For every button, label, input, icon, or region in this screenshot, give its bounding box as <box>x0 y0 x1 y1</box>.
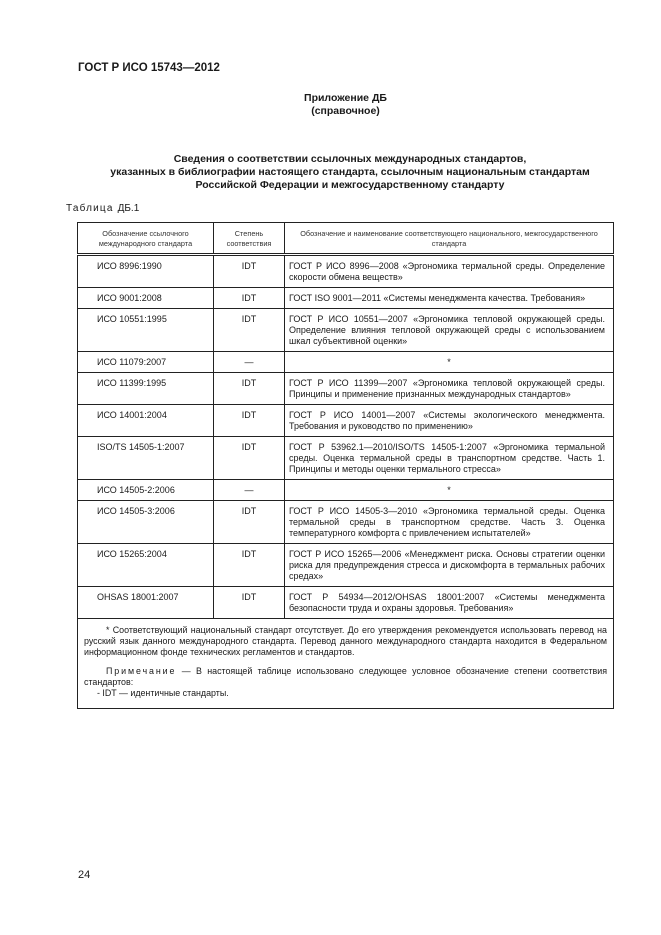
national-standard-cell: ГОСТ Р 53962.1—2010/ISO/TS 14505-1:2007 «Эргономика термальной среды. Оценка термальной среды в транспортном средстве. Часть 1. Принципы и методы оценки термального стресса» <box>285 437 614 480</box>
footnote: * Соответствующий национальный стандарт отсутствует. До его утверждения рекомендуется использовать перевод на русский язык данного международного стандарта. Перевод данного международного стандарта находится в Федеральном информационном фонде технических регламентов и стандартов. <box>84 625 607 657</box>
international-standard-cell: ИСО 10551:1995 <box>78 309 214 352</box>
national-standard-cell: ГОСТ ISO 9001—2011 «Системы менеджмента качества. Требования» <box>285 288 614 309</box>
note-text: — В настоящей таблице использовано следующее условное обозначение степени соответствия стандартов: <box>84 666 607 687</box>
international-standard-cell: ИСО 9001:2008 <box>78 288 214 309</box>
document-code: ГОСТ Р ИСО 15743—2012 <box>78 62 220 74</box>
table-row <box>78 587 614 619</box>
annex-title: Приложение ДБ <box>304 92 387 104</box>
heading-line: указанных в библиографии настоящего стандарта, ссылочным национальным стандартам <box>110 166 590 178</box>
national-standard-cell: ГОСТ Р ИСО 11399—2007 «Эргономика тепловой окружающей среды. Принципы и применение признанных международных стандартов» <box>285 373 614 405</box>
degree-cell: IDT <box>214 501 285 544</box>
note-item: - IDT — идентичные стандарты. <box>97 688 229 698</box>
column-header-international: Обозначение ссылочного международного стандарта <box>78 223 214 255</box>
degree-cell: IDT <box>214 544 285 587</box>
national-standard-cell: ГОСТ Р ИСО 14001—2007 «Системы экологического менеджмента. Требования и руководство по применению» <box>285 405 614 437</box>
table-row <box>78 544 614 587</box>
degree-cell: IDT <box>214 288 285 309</box>
national-standard-cell: * <box>285 352 614 373</box>
table-row <box>78 288 614 309</box>
national-standard-cell: * <box>285 480 614 501</box>
degree-cell: IDT <box>214 255 285 288</box>
annex-block <box>0 92 661 118</box>
degree-cell: — <box>214 352 285 373</box>
annex-type: (справочное) <box>311 105 380 117</box>
table-row <box>78 437 614 480</box>
degree-cell: IDT <box>214 373 285 405</box>
national-standard-cell: ГОСТ Р ИСО 10551—2007 «Эргономика тепловой окружающей среды. Определение влияния тепловой окружающей среды с использованием шкал субъективной оценки» <box>285 309 614 352</box>
note <box>84 666 607 688</box>
table-row <box>78 309 614 352</box>
heading-line: Российской Федерации и межгосударственному стандарту <box>195 179 505 191</box>
table-footer <box>78 619 614 709</box>
international-standard-cell: ISO/TS 14505-1:2007 <box>78 437 214 480</box>
international-standard-cell: ИСО 14505-3:2006 <box>78 501 214 544</box>
international-standard-cell: OHSAS 18001:2007 <box>78 587 214 619</box>
international-standard-cell: ИСО 8996:1990 <box>78 255 214 288</box>
international-standard-cell: ИСО 11399:1995 <box>78 373 214 405</box>
note-label: Примечание <box>106 666 177 676</box>
table-body <box>78 255 614 619</box>
table-row <box>78 501 614 544</box>
column-header-degree: Степень соответствия <box>214 223 285 255</box>
international-standard-cell: ИСО 14505-2:2006 <box>78 480 214 501</box>
table-row <box>78 480 614 501</box>
column-header-national: Обозначение и наименование соответствующего национального, межгосударственного стандарта <box>285 223 614 255</box>
table-row <box>78 255 614 288</box>
national-standard-cell: ГОСТ Р ИСО 15265—2006 «Менеджмент риска. Основы стратегии оценки риска для предупреждения стресса и дискомфорта в термальных рабочих средах» <box>285 544 614 587</box>
table-caption-number: ДБ.1 <box>117 203 140 214</box>
heading-line: Сведения о соответствии ссылочных международных стандартов, <box>173 153 527 165</box>
national-standard-cell: ГОСТ Р 54934—2012/OHSAS 18001:2007 «Системы менеджмента безопасности труда и охраны здоровья. Требования» <box>285 587 614 619</box>
national-standard-cell: ГОСТ Р ИСО 14505-3—2010 «Эргономика термальной среды. Оценка термальной среды в транспортном средстве. Часть 3. Оценка температурного комфорта с привлечением испытателей» <box>285 501 614 544</box>
degree-cell: IDT <box>214 309 285 352</box>
table-row <box>78 373 614 405</box>
standards-table <box>77 222 614 709</box>
national-standard-cell: ГОСТ Р ИСО 8996—2008 «Эргономика термальной среды. Определение скорости обмена веществ» <box>285 255 614 288</box>
international-standard-cell: ИСО 14001:2004 <box>78 405 214 437</box>
table-caption <box>66 203 139 214</box>
table-row <box>78 352 614 373</box>
page-number: 24 <box>78 869 91 881</box>
international-standard-cell: ИСО 15265:2004 <box>78 544 214 587</box>
degree-cell: IDT <box>214 437 285 480</box>
degree-cell: IDT <box>214 587 285 619</box>
degree-cell: — <box>214 480 285 501</box>
table-row <box>78 405 614 437</box>
table-caption-word: Таблица <box>66 203 114 214</box>
international-standard-cell: ИСО 11079:2007 <box>78 352 214 373</box>
degree-cell: IDT <box>214 405 285 437</box>
section-heading <box>60 153 640 192</box>
